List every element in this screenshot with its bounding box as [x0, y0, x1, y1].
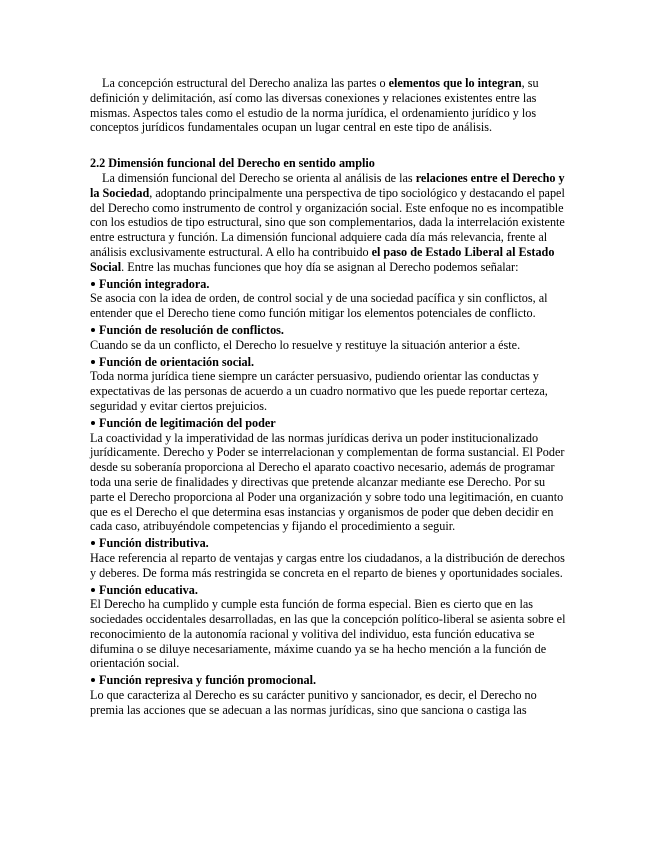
intro-paragraph	[90, 76, 570, 135]
bullet-icon	[91, 541, 95, 545]
section-paragraph	[90, 171, 570, 275]
function-text: La coactividad y la imperatividad de las normas jurídicas deriva un poder institucionalizado jurídicamente. Derecho y Poder se interrelacionan y complementan de forma sustancial. El Poder desde su soberanía proporciona al Derecho el aparato coactivo necesario, además de programar toda una serie de finalidades y directivas que pretende alcanzar mediante ese Derecho. Por su parte el Derecho proporciona al Poder una organización y sobre todo una legitimación, en cuanto que es el Derecho el que determina esas instancias y organismos de poder que deben decidir en cada caso, atribuyéndole competencias y fijando el procedimiento a seguir.	[90, 430, 565, 534]
bullet-icon	[91, 678, 95, 682]
intro-text: La concepción estructural del Derecho analiza las partes o	[102, 76, 389, 90]
function-title-text: Función de resolución de conflictos.	[99, 322, 284, 337]
bullet-icon	[91, 421, 95, 425]
bullet-icon	[91, 360, 95, 364]
function-title	[90, 323, 570, 338]
intro-bold: elementos que lo integran	[388, 76, 522, 90]
function-title	[90, 277, 570, 292]
paragraph-gap	[90, 135, 570, 156]
function-title-text: Función represiva y función promocional.	[99, 673, 317, 688]
section-text-end: . Entre las muchas funciones que hoy día se asignan al Derecho podemos señalar:	[121, 259, 519, 274]
section-heading: 2.2 Dimensión funcional del Derecho en sentido amplio	[90, 156, 375, 171]
function-title	[90, 416, 570, 431]
section-bold-2: el paso de Estado Liberal al Estado Social	[90, 244, 555, 274]
function-title-text: Función distributiva.	[99, 536, 209, 551]
section-bold-1: relaciones entre el Derecho y la Sociedad	[90, 170, 565, 200]
function-text: Cuando se da un conflicto, el Derecho lo resuelve y restituye la situación anterior a éste.	[90, 337, 521, 352]
section-text: La dimensión funcional del Derecho se orienta al análisis de las	[102, 170, 416, 185]
bullet-icon	[91, 282, 95, 286]
intro-text-end: , su definición y delimitación, así como las diversas conexiones y relaciones existentes entre las mismas. Aspectos tales como el estudio de la norma jurídica, el ordenamiento jurídico y los conceptos jurídicos fundamentales ocupan un lugar central en este tipo de análisis.	[90, 76, 539, 135]
function-text: Hace referencia al reparto de ventajas y cargas entre los ciudadanos, a la distribución de derechos y deberes. De forma más restringida se concreta en el reparto de bienes y oportunidades sociales.	[90, 550, 565, 580]
section-text-mid: , adoptando principalmente una perspectiva de tipo sociológico y destacando el papel del Derecho como instrumento de control y organización social. Este enfoque no es incompatible con los estudios de tipo estructural, sino que son complementarios, dada la interrelación existente entre estructura y función. La dimensión funcional adquiere cada día más relevancia, frente al análisis exclusivamente estructural. A ello ha contribuido	[90, 185, 565, 259]
function-title-text: Función integradora.	[99, 276, 210, 291]
function-title-text: Función de orientación social.	[99, 354, 255, 369]
document-body	[90, 76, 570, 718]
bullet-icon	[91, 588, 95, 592]
function-title	[90, 536, 570, 551]
bullet-icon	[91, 328, 95, 332]
function-title	[90, 673, 570, 688]
function-title-text: Función de legitimación del poder	[99, 415, 276, 430]
function-text: Toda norma jurídica tiene siempre un carácter persuasivo, pudiendo orientar las conductas y expectativas de las personas de acuerdo a un cuadro normativo que les puede reportar certeza, seguridad y evitar ciertos prejuicios.	[90, 369, 548, 413]
function-text: Lo que caracteriza al Derecho es su carácter punitivo y sancionador, es decir, el Derecho no premia las acciones que se adecuan a las normas jurídicas, sino que sanciona o castiga las	[90, 688, 537, 717]
function-text: Se asocia con la idea de orden, de control social y de una sociedad pacífica y sin conflictos, al entender que el Derecho tiene como función mitigar los elementos potenciales de conflicto.	[90, 291, 548, 321]
function-title-text: Función educativa.	[99, 582, 198, 597]
function-title	[90, 583, 570, 598]
function-text: El Derecho ha cumplido y cumple esta función de forma especial. Bien es cierto que en las sociedades occidentales desarrolladas, en las que la concepción político-liberal se asienta sobre el reconocimiento de la autonomía racional y volitiva del individuo, esta función educativa se difumina o se diluye necesariamente, máxime cuando ya se ha hecho mención a la función de orientación social.	[90, 597, 566, 671]
function-title	[90, 355, 570, 370]
